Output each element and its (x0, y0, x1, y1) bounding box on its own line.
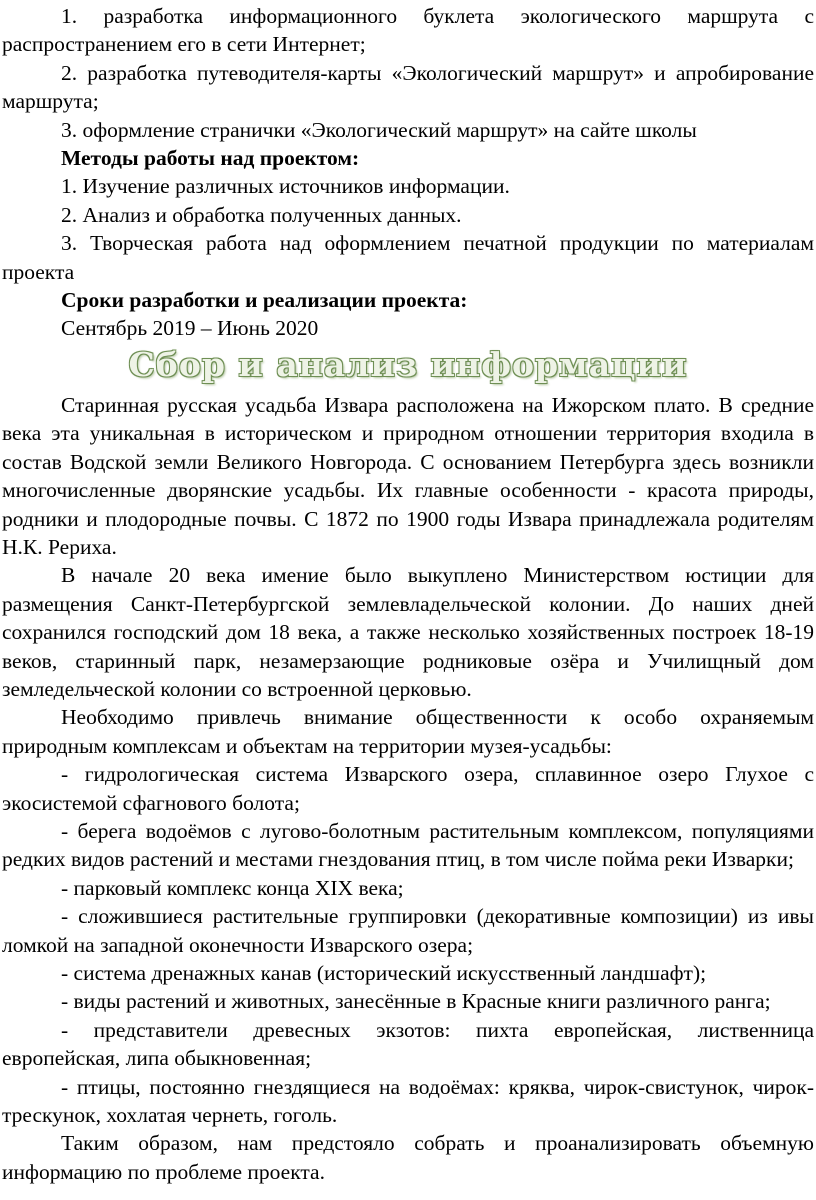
protected-object-5: - система дренажных канав (исторический искусственный ландшафт); (61, 961, 707, 985)
method-item-2: 2. Анализ и обработка полученных данных. (61, 202, 462, 227)
protected-object-1: - гидрологическая система Изварского озера, сплавинное озеро Глухое с экосистемой сфагнового болота; (2, 762, 814, 815)
paragraph-attention: Необходимо привлечь внимание общественности к особо охраняемым природным комплексам и объектам на территории музея-усадьбы: (2, 705, 814, 758)
task-item-2: 2. разработка путеводителя-карты «Экологический маршрут» и апробирование маршрута; (2, 60, 814, 114)
schedule-value: Сентябрь 2019 – Июнь 2020 (61, 316, 319, 341)
paragraph-history: Старинная русская усадьба Извара расположена на Ижорском плато. В средние века эта уникальная в историческом и природном отношении территория входила в состав Водской земли Великого Новгорода. С основанием Петербурга здесь возникли многочисленные дворянские усадьбы. Их главные особенности - красота природы, родники и плодородные почвы. С 1872 по 1900 годы Извара принадлежала родителям Н.К. Рериха. (2, 392, 814, 559)
method-item-3: 3. Творческая работа над оформлением печатной продукции по материалам проекта (2, 231, 814, 284)
task-item-1: 1. разработка информационного буклета экологического маршрута с распространением его в сети Интернет; (2, 4, 814, 57)
section-heading: Сбор и анализ информации (128, 344, 688, 384)
protected-object-8: - птицы, постоянно гнездящиеся на водоёмах: кряква, чирок-свистунок, чирок-трескунок, хохлатая чернеть, гоголь. (2, 1074, 814, 1128)
schedule-title: Сроки разработки и реализации проекта: (61, 288, 468, 313)
protected-object-4: - сложившиеся растительные группировки (декоративные композиции) из ивы ломкой на западной оконечности Изварского озера; (2, 904, 814, 957)
protected-object-3: - парковый комплекс конца XIX века; (61, 875, 404, 900)
protected-object-6: - виды растений и животных, занесённые в Красные книги различного ранга; (61, 989, 771, 1014)
methods-title: Методы работы над проектом: (61, 146, 360, 171)
paragraph-colony: В начале 20 века имение было выкуплено Министерством юстиции для размещения Санкт-Петербургской землевладельческой колонии. До наших дней сохранился господский дом 18 века, а также несколько хозяйственных построек 18-19 веков, старинный парк, незамерзающие родниковые озёра и Училищный дом земледельческой колонии со встроенной церковью. (2, 563, 814, 701)
paragraph-conclusion: Таким образом, нам предстояло собрать и проанализировать объемную информацию по проблеме проекта. (2, 1131, 814, 1184)
method-item-1: 1. Изучение различных источников информации. (61, 174, 510, 199)
task-item-3: 3. оформление странички «Экологический маршрут» на сайте школы (61, 117, 697, 142)
protected-object-2: - берега водоёмов с лугово-болотным растительным комплексом, популяциями редких видов растений и местами гнездования птиц, в том числе пойма реки Изварки; (2, 818, 814, 872)
protected-object-7: - представители древесных экзотов: пихта европейская, лиственница европейская, липа обыкновенная; (2, 1017, 814, 1071)
